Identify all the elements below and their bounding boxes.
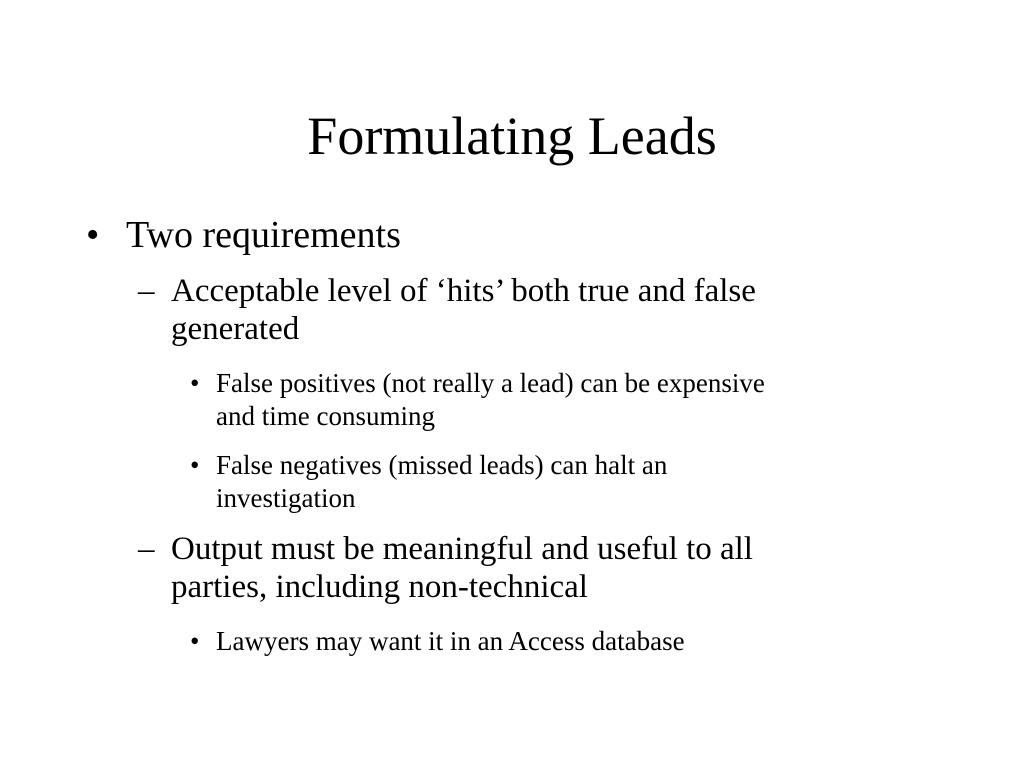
detail-item-false-negatives [216, 449, 667, 515]
detail-line: investigation [216, 483, 356, 513]
bullet-item-two-requirements [126, 214, 401, 256]
bullet-marker: • [190, 368, 200, 398]
bullet-line: Two requirements [126, 214, 401, 256]
sub-item-line: Output must be meaningful and useful to all [171, 531, 753, 567]
sub-item-acceptable-level [171, 272, 756, 348]
detail-line: Lawyers may want it in an Access database [216, 626, 685, 656]
bullet-marker: • [86, 214, 100, 256]
sub-item-line: generated [171, 311, 300, 347]
detail-item-lawyers [216, 625, 685, 658]
sub-item-line: Acceptable level of ‘hits’ both true and false [171, 273, 756, 309]
sub-item-output-meaningful [171, 530, 753, 606]
detail-item-false-positives [216, 367, 765, 433]
detail-line: and time consuming [216, 401, 435, 431]
dash-marker: – [138, 273, 155, 309]
sub-item-line: parties, including non-technical [171, 569, 588, 605]
dash-marker: – [138, 531, 155, 567]
slide-title: Formulating Leads [307, 106, 717, 166]
detail-line: False negatives (missed leads) can halt an [216, 450, 668, 480]
bullet-marker: • [190, 626, 200, 656]
detail-line: False positives (not really a lead) can be expensive [216, 368, 765, 398]
bullet-marker: • [190, 450, 200, 480]
